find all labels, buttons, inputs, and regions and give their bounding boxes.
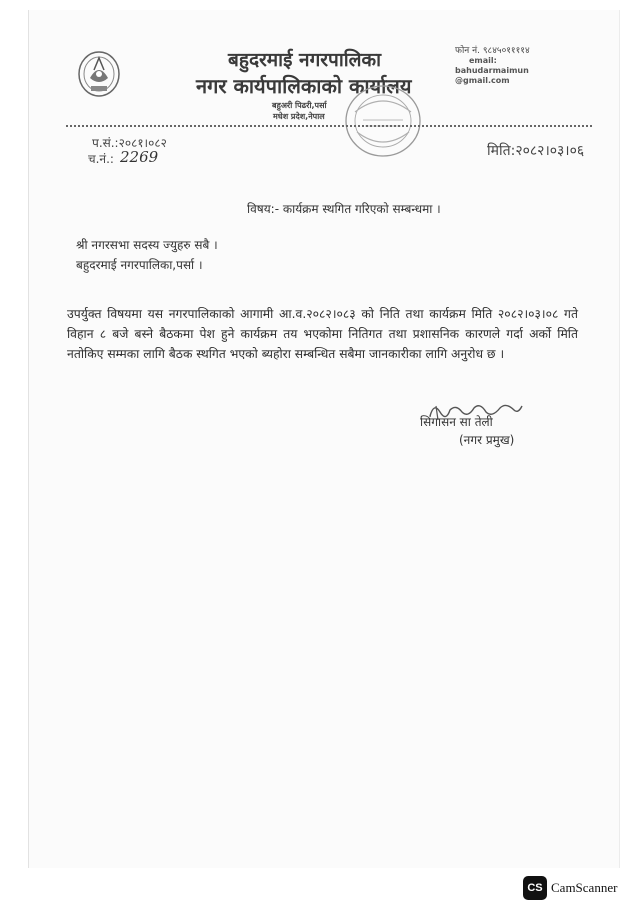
- nepal-emblem-icon: [76, 48, 122, 98]
- letter-date: मिति:२०८२।०३।०६: [487, 143, 585, 159]
- office-stamp-icon: [343, 82, 423, 160]
- signatory-name: सिंगासन सा तेली: [420, 415, 493, 429]
- email-line-2: @gmail.com: [455, 76, 510, 85]
- phone-number: फोन नं. ९८४५०११११४: [455, 46, 530, 56]
- addressee-line-1: श्री नगरसभा सदस्य ज्युहरु सबै ।: [76, 238, 218, 252]
- header-divider: [66, 125, 592, 127]
- camscanner-text: CamScanner: [551, 880, 618, 895]
- address-line-1: बहुअरी पिढरी,पर्सा: [272, 101, 327, 110]
- patra-sankhya: प.सं.:२०८१।०८२: [92, 136, 167, 150]
- subject-line: विषय:- कार्यक्रम स्थगित गरिएको सम्बन्धमा ।: [247, 202, 441, 216]
- camscanner-logo-icon: CS: [523, 876, 547, 900]
- signatory-title: (नगर प्रमुख): [459, 433, 515, 447]
- municipality-name: बहुदरमाई नगरपालिका: [228, 49, 382, 71]
- chalani-number: 2269: [120, 148, 159, 166]
- email-label: email:: [469, 56, 497, 65]
- chalani-label: च.नं.:: [88, 152, 114, 166]
- letter-body: उपर्युक्त विषयमा यस नगरपालिकाको आगामी आ.व.२०८२।०८३ को निति तथा कार्यक्रम मिति २०८२।०३।०८ गते विहान ८ बजे बस्ने बैठकमा पेश हुने कार्यक्रम तय भएकोमा नितिगत तथा प्रशासनिक कारणले गर्दा अर्को मिति नतोकिए सम्मका लागि बैठक स्थगित भएको ब्यहोरा सम्बन्धित सबैमा जानकारीका लागि अनुरोध छ ।: [67, 307, 578, 361]
- camscanner-watermark: [523, 876, 617, 900]
- addressee-line-2: बहुदरमाई नगरपालिका,पर्सा ।: [76, 258, 203, 272]
- email-line-1: bahudarmaimun: [455, 66, 529, 75]
- address-line-2: मधेश प्रदेश,नेपाल: [273, 112, 325, 121]
- office-name: नगर कार्यपालिकाको कार्यालय: [196, 74, 412, 98]
